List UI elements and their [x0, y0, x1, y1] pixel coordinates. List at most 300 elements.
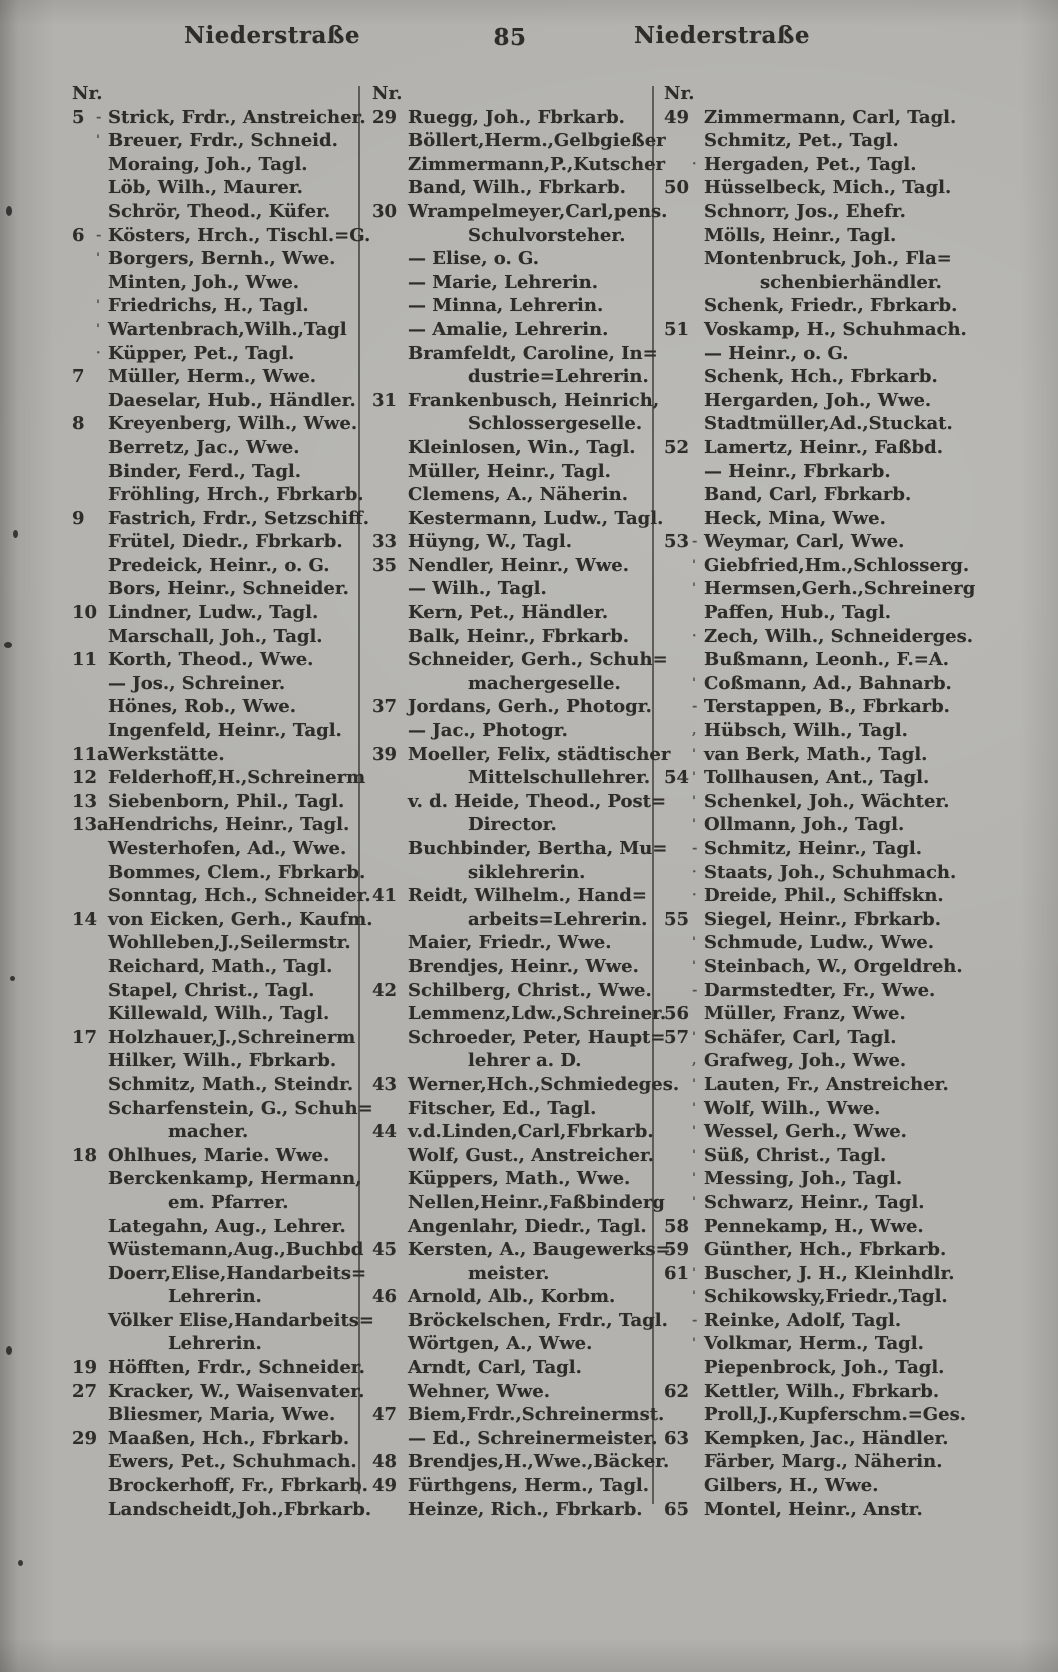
directory-row: [72, 837, 374, 861]
directory-row: [664, 1356, 975, 1380]
resident-entry: Lamertz, Heinr., Faßbd.: [704, 436, 943, 458]
directory-row: [372, 766, 679, 790]
resident-entry: Höfften, Frdr., Schneider.: [108, 1357, 365, 1379]
resident-entry: Schilberg, Christ., Wwe.: [408, 979, 652, 1001]
directory-row: [664, 412, 975, 436]
resident-entry: ' Schenkel, Joh., Wächter.: [692, 790, 950, 812]
directory-row: [664, 460, 975, 484]
resident-entry: , Grafweg, Joh., Wwe.: [692, 1050, 907, 1072]
resident-entry: Kracker, W., Waisenvater.: [108, 1380, 365, 1402]
directory-row: [664, 766, 975, 790]
directory-row: [72, 1097, 374, 1121]
house-number: 29: [372, 106, 398, 128]
resident-entry: ' Ollmann, Joh., Tagl.: [692, 814, 905, 836]
resident-entry: Küppers, Math., Wwe.: [408, 1168, 631, 1190]
resident-entry: Bors, Heinr., Schneider.: [108, 578, 349, 600]
directory-row: [372, 1285, 679, 1309]
resident-entry: Hüsselbeck, Mich., Tagl.: [704, 177, 952, 199]
resident-entry: — Marie, Lehrerin.: [408, 271, 598, 293]
ink-speck: [6, 1346, 12, 1355]
resident-entry: Bramfeldt, Caroline, In=: [408, 342, 658, 364]
resident-entry: ' Tollhausen, Ant., Tagl.: [692, 767, 930, 789]
resident-entry: Angenlahr, Diedr., Tagl.: [408, 1215, 647, 1237]
resident-entry: Kersten, A., Baugewerks=: [408, 1239, 671, 1261]
directory-row: [664, 271, 975, 295]
directory-row: [72, 294, 374, 318]
resident-entry: von Eicken, Gerh., Kaufm.: [108, 908, 373, 930]
directory-row: [72, 1285, 374, 1309]
resident-entry: ' Breuer, Frdr., Schneid.: [96, 130, 338, 152]
resident-entry: ' Friedrichs, H., Tagl.: [96, 295, 309, 317]
resident-entry: v. d. Heide, Theod., Post=: [408, 790, 667, 812]
directory-row: [664, 554, 975, 578]
directory-row: [372, 695, 679, 719]
directory-row: [372, 129, 679, 153]
directory-row: [72, 1380, 374, 1404]
resident-entry: - Kösters, Hrch., Tischl.=G.: [96, 224, 371, 246]
directory-row: [72, 412, 374, 436]
directory-row: [72, 955, 374, 979]
house-number: 57: [664, 1026, 690, 1048]
resident-entry: Bußmann, Leonh., F.=A.: [704, 649, 950, 671]
resident-entry: Stapel, Christ., Tagl.: [108, 979, 315, 1001]
directory-row: [372, 837, 679, 861]
resident-entry: Felderhoff,H.,Schreinerm: [108, 767, 366, 789]
resident-entry: ' Wolf, Wilh., Wwe.: [692, 1097, 881, 1119]
directory-row: [72, 1215, 374, 1239]
house-number: 56: [664, 1003, 690, 1025]
directory-row: [664, 1427, 975, 1451]
resident-entry: Binder, Ferd., Tagl.: [108, 460, 302, 482]
resident-entry: — Wilh., Tagl.: [408, 578, 547, 600]
column-1: [72, 82, 374, 1521]
directory-row: [664, 695, 975, 719]
resident-entry: Band, Wilh., Fbrkarb.: [408, 177, 626, 199]
resident-entry: ' Coßmann, Ad., Bahnarb.: [692, 672, 952, 694]
resident-entry: Maaßen, Hch., Fbrkarb.: [108, 1427, 350, 1449]
resident-entry: Korth, Theod., Wwe.: [108, 649, 314, 671]
resident-entry: Siegel, Heinr., Fbrkarb.: [704, 908, 942, 930]
directory-row: [664, 1120, 975, 1144]
directory-row: [372, 176, 679, 200]
resident-entry: Zimmermann, Carl, Tagl.: [704, 106, 957, 128]
directory-row: [372, 955, 679, 979]
nr-label: Nr.: [664, 83, 695, 104]
directory-row: [72, 1403, 374, 1427]
resident-entry: ' Lauten, Fr., Anstreicher.: [692, 1073, 949, 1095]
house-number: 29: [72, 1427, 98, 1449]
directory-row: [372, 294, 679, 318]
resident-entry: — Elise, o. G.: [408, 248, 540, 270]
directory-row: [372, 1262, 679, 1286]
resident-entry: Arnold, Alb., Korbm.: [408, 1286, 616, 1308]
resident-entry: ' Buscher, J. H., Kleinhdlr.: [692, 1262, 955, 1284]
house-number: 10: [72, 602, 98, 624]
ink-speck: [4, 642, 12, 648]
nr-label: Nr.: [372, 83, 403, 104]
column-label-row: [372, 82, 679, 106]
resident-entry: macher.: [168, 1121, 249, 1143]
directory-row: [72, 884, 374, 908]
resident-entry: Mittelschullehrer.: [468, 767, 651, 789]
directory-row: [664, 1073, 975, 1097]
resident-entry: Heinze, Rich., Fbrkarb.: [408, 1498, 643, 1520]
resident-entry: Proll,J.,Kupferschm.=Ges.: [704, 1404, 967, 1426]
resident-entry: Moeller, Felix, städtischer: [408, 743, 671, 765]
resident-entry: Wüstemann,Aug.,Buchbd: [108, 1239, 364, 1261]
house-number: 18: [72, 1144, 98, 1166]
directory-row: [664, 530, 975, 554]
directory-row: [372, 365, 679, 389]
directory-row: [72, 1120, 374, 1144]
directory-row: [664, 436, 975, 460]
directory-row: [72, 719, 374, 743]
resident-entry: Wörtgen, A., Wwe.: [408, 1333, 593, 1355]
resident-entry: arbeits=Lehrerin.: [468, 908, 648, 930]
directory-row: [72, 601, 374, 625]
directory-row: [72, 318, 374, 342]
directory-row: [664, 389, 975, 413]
directory-row: [664, 601, 975, 625]
directory-row: [372, 554, 679, 578]
resident-entry: Kleinlosen, Win., Tagl.: [408, 436, 636, 458]
resident-entry: ' Giebfried,Hm.,Schlosserg.: [692, 554, 970, 576]
directory-row: [72, 153, 374, 177]
resident-entry: ' Schäfer, Carl, Tagl.: [692, 1026, 897, 1048]
directory-row: [664, 908, 975, 932]
resident-entry: - Schmitz, Heinr., Tagl.: [692, 838, 923, 859]
directory-row: [72, 1049, 374, 1073]
resident-entry: · Zech, Wilh., Schneiderges.: [692, 625, 974, 647]
directory-row: [664, 1167, 975, 1191]
house-number: 30: [372, 200, 398, 222]
resident-entry: Ruegg, Joh., Fbrkarb.: [408, 106, 625, 128]
house-number: 6: [72, 224, 85, 246]
resident-entry: Müller, Franz, Wwe.: [704, 1003, 906, 1025]
directory-row: [664, 1238, 975, 1262]
directory-row: [664, 176, 975, 200]
directory-row: [372, 1049, 679, 1073]
house-number: 13: [72, 790, 98, 812]
directory-row: [72, 979, 374, 1003]
resident-entry: Werner,Hch.,Schmiedeges.: [408, 1073, 680, 1095]
house-number: 49: [372, 1475, 398, 1497]
directory-row: [72, 460, 374, 484]
directory-row: [372, 1309, 679, 1333]
house-number: 11a: [72, 743, 109, 765]
directory-row: [664, 224, 975, 248]
resident-entry: Hendrichs, Heinr., Tagl.: [108, 814, 350, 836]
directory-row: [664, 318, 975, 342]
resident-entry: · Küpper, Pet., Tagl.: [96, 342, 295, 364]
resident-entry: Schulvorsteher.: [468, 224, 626, 246]
resident-entry: Kestermann, Ludw., Tagl.: [408, 507, 664, 529]
resident-entry: Ewers, Pet., Schuhmach.: [108, 1451, 357, 1473]
directory-row: [664, 790, 975, 814]
house-number: 7: [72, 366, 85, 388]
resident-entry: Daeselar, Hub., Händler.: [108, 389, 356, 411]
resident-entry: Stadtmüller,Ad.,Stuckat.: [704, 413, 953, 435]
directory-row: [72, 129, 374, 153]
directory-row: [372, 389, 679, 413]
directory-row: [72, 648, 374, 672]
resident-entry: , Hübsch, Wilh., Tagl.: [692, 720, 908, 742]
ink-speck: [18, 1560, 23, 1566]
directory-row: [372, 1026, 679, 1050]
column-label-row: [72, 82, 374, 106]
directory-row: [664, 247, 975, 271]
directory-row: [72, 1356, 374, 1380]
resident-entry: Pennekamp, H., Wwe.: [704, 1215, 924, 1237]
directory-row: [72, 625, 374, 649]
directory-row: [372, 884, 679, 908]
ink-speck: [6, 206, 12, 216]
directory-row: [72, 695, 374, 719]
resident-entry: ' Volkmar, Herm., Tagl.: [692, 1333, 924, 1355]
directory-row: [664, 1498, 975, 1522]
resident-entry: Heck, Mina, Wwe.: [704, 507, 886, 529]
directory-row: [372, 1215, 679, 1239]
house-number: 45: [372, 1239, 398, 1261]
resident-entry: ' Hermsen,Gerh.,Schreinerg: [692, 578, 976, 600]
resident-entry: Buchbinder, Bertha, Mu=: [408, 838, 668, 859]
directory-row: [664, 200, 975, 224]
resident-entry: Frankenbusch, Heinrich,: [408, 389, 660, 411]
resident-entry: Bommes, Clem., Fbrkarb.: [108, 861, 366, 883]
ink-speck: [10, 976, 15, 981]
resident-entry: Färber, Marg., Näherin.: [704, 1451, 943, 1473]
directory-row: [664, 577, 975, 601]
directory-row: [372, 672, 679, 696]
directory-row: [664, 342, 975, 366]
resident-entry: — Minna, Lehrerin.: [408, 295, 604, 317]
directory-row: [72, 530, 374, 554]
house-number: 46: [372, 1286, 398, 1308]
column-label-row: [664, 82, 975, 106]
directory-row: [72, 1427, 374, 1451]
directory-row: [72, 1167, 374, 1191]
resident-entry: ' Wessel, Gerh., Wwe.: [692, 1121, 907, 1143]
resident-entry: schenbierhändler.: [760, 271, 942, 293]
resident-entry: ' Schikowsky,Friedr.,Tagl.: [692, 1286, 948, 1308]
resident-entry: Moraing, Joh., Tagl.: [108, 153, 308, 175]
resident-entry: Minten, Joh., Wwe.: [108, 271, 300, 293]
directory-row: [664, 672, 975, 696]
directory-row: [372, 1167, 679, 1191]
directory-row: [72, 1073, 374, 1097]
directory-row: [372, 743, 679, 767]
ink-speck: [13, 530, 18, 538]
directory-row: [372, 601, 679, 625]
resident-entry: — Heinr., o. G.: [704, 342, 849, 364]
house-number: 33: [372, 531, 398, 553]
resident-entry: Wehner, Wwe.: [408, 1380, 550, 1402]
directory-row: [372, 1498, 679, 1522]
directory-row: [372, 979, 679, 1003]
directory-row: [372, 1403, 679, 1427]
house-number: 14: [72, 908, 98, 930]
house-number: 62: [664, 1380, 690, 1402]
resident-entry: Ohlhues, Marie. Wwe.: [108, 1144, 330, 1166]
resident-entry: Schroeder, Peter, Haupt=: [408, 1026, 666, 1048]
directory-row: [72, 1144, 374, 1168]
resident-entry: machergeselle.: [468, 672, 621, 694]
directory-row: [372, 790, 679, 814]
resident-entry: ' Schmude, Ludw., Wwe.: [692, 932, 934, 954]
resident-entry: Sonntag, Hch., Schneider.: [108, 885, 371, 907]
directory-row: [664, 365, 975, 389]
house-number: 9: [72, 507, 85, 529]
directory-row: [72, 436, 374, 460]
directory-row: [372, 153, 679, 177]
directory-row: [372, 530, 679, 554]
directory-row: [664, 1332, 975, 1356]
resident-entry: Mölls, Heinr., Tagl.: [704, 224, 897, 246]
directory-row: [664, 1403, 975, 1427]
directory-row: [372, 271, 679, 295]
directory-row: [72, 365, 374, 389]
house-number: 50: [664, 177, 690, 199]
resident-entry: — Jac., Photogr.: [408, 720, 568, 742]
directory-row: [72, 507, 374, 531]
resident-entry: Biem,Frdr.,Schreinermst.: [408, 1404, 665, 1426]
directory-row: [372, 1238, 679, 1262]
resident-entry: Wohlleben,J.,Seilermstr.: [108, 932, 351, 954]
resident-entry: Schenk, Friedr., Fbrkarb.: [704, 295, 958, 317]
resident-entry: Gilbers, H., Wwe.: [704, 1475, 879, 1497]
resident-entry: Predeick, Heinr., o. G.: [108, 554, 330, 576]
directory-row: [372, 507, 679, 531]
house-number: 27: [72, 1380, 98, 1402]
resident-entry: Bröckelschen, Frdr., Tagl.: [408, 1309, 668, 1331]
directory-row: [664, 1474, 975, 1498]
directory-row: [72, 271, 374, 295]
directory-row: [72, 1332, 374, 1356]
directory-row: [72, 908, 374, 932]
house-number: 49: [664, 106, 690, 128]
directory-row: [664, 1309, 975, 1333]
directory-row: [72, 247, 374, 271]
resident-entry: Fürthgens, Herm., Tagl.: [408, 1475, 650, 1497]
resident-entry: - Strick, Frdr., Anstreicher.: [96, 106, 366, 128]
resident-entry: Schenk, Hch., Fbrkarb.: [704, 366, 938, 388]
directory-row: [664, 1002, 975, 1026]
resident-entry: Berretz, Jac., Wwe.: [108, 436, 300, 458]
resident-entry: em. Pfarrer.: [168, 1191, 289, 1213]
directory-row: [664, 625, 975, 649]
page-header-street-left: Niederstraße: [184, 22, 360, 49]
house-number: 48: [372, 1451, 398, 1473]
directory-row: [664, 294, 975, 318]
directory-row: [372, 106, 679, 130]
directory-row: [72, 1498, 374, 1522]
resident-entry: Director.: [468, 814, 557, 836]
directory-row: [664, 1026, 975, 1050]
resident-entry: Schrör, Theod., Küfer.: [108, 200, 331, 222]
resident-entry: — Ed., Schreinermeister.: [408, 1427, 658, 1449]
resident-entry: ' Steinbach, W., Orgeldreh.: [692, 955, 963, 977]
house-number: 31: [372, 389, 398, 411]
resident-entry: Clemens, A., Näherin.: [408, 484, 628, 506]
resident-entry: — Amalie, Lehrerin.: [408, 318, 609, 340]
directory-row: [372, 412, 679, 436]
directory-row: [72, 342, 374, 366]
directory-row: [664, 507, 975, 531]
resident-entry: dustrie=Lehrerin.: [468, 366, 649, 388]
resident-entry: Paffen, Hub., Tagl.: [704, 602, 892, 624]
directory-row: [664, 1049, 975, 1073]
directory-row: [372, 931, 679, 955]
resident-entry: Montel, Heinr., Anstr.: [704, 1498, 923, 1520]
resident-entry: Frütel, Diedr., Fbrkarb.: [108, 531, 343, 553]
directory-row: [372, 1097, 679, 1121]
directory-row: [72, 766, 374, 790]
page-number: 85: [493, 24, 527, 51]
house-number: 44: [372, 1121, 398, 1143]
directory-row: [664, 1144, 975, 1168]
resident-entry: Nendler, Heinr., Wwe.: [408, 554, 630, 576]
column-3: [664, 82, 975, 1521]
directory-row: [72, 813, 374, 837]
nr-label: Nr.: [72, 83, 103, 104]
resident-entry: Scharfenstein, G., Schuh=: [108, 1097, 373, 1119]
resident-entry: - Reinke, Adolf, Tagl.: [692, 1309, 902, 1331]
resident-entry: siklehrerin.: [468, 861, 586, 883]
resident-entry: Müller, Herm., Wwe.: [108, 366, 317, 388]
resident-entry: Brendjes,H.,Wwe.,Bäcker.: [408, 1451, 670, 1473]
house-number: 39: [372, 743, 398, 765]
house-number: 43: [372, 1073, 398, 1095]
resident-entry: ' van Berk, Math., Tagl.: [692, 743, 928, 765]
directory-row: [372, 1474, 679, 1498]
resident-entry: Kempken, Jac., Händler.: [704, 1427, 949, 1449]
directory-row: [664, 129, 975, 153]
directory-row: [372, 460, 679, 484]
house-number: 5: [72, 106, 85, 128]
directory-row: [664, 1097, 975, 1121]
resident-entry: Fitscher, Ed., Tagl.: [408, 1097, 597, 1119]
directory-row: [72, 200, 374, 224]
directory-row: [372, 908, 679, 932]
directory-row: [72, 1026, 374, 1050]
directory-row: [664, 153, 975, 177]
resident-entry: - Weymar, Carl, Wwe.: [692, 531, 905, 553]
directory-row: [372, 318, 679, 342]
resident-entry: - Terstappen, B., Fbrkarb.: [692, 696, 950, 718]
house-number: 54: [664, 767, 690, 789]
resident-entry: Schmitz, Pet., Tagl.: [704, 130, 899, 152]
directory-row: [372, 1427, 679, 1451]
house-number: 8: [72, 413, 85, 435]
resident-entry: Band, Carl, Fbrkarb.: [704, 484, 912, 506]
house-number: 53: [664, 531, 690, 553]
resident-entry: Lategahn, Aug., Lehrer.: [108, 1215, 346, 1237]
resident-entry: Lemmenz,Ldw.,Schreiner.: [408, 1003, 667, 1025]
resident-entry: Hüyng, W., Tagl.: [408, 531, 572, 553]
directory-row: [664, 1215, 975, 1239]
resident-entry: Jordans, Gerh., Photogr.: [408, 696, 652, 718]
directory-row: [372, 1120, 679, 1144]
resident-entry: Killewald, Wilh., Tagl.: [108, 1003, 330, 1025]
directory-row: [72, 483, 374, 507]
house-number: 47: [372, 1404, 398, 1426]
directory-row: [372, 1144, 679, 1168]
directory-row: [664, 979, 975, 1003]
directory-row: [72, 1238, 374, 1262]
directory-row: [72, 1309, 374, 1333]
resident-entry: Fröhling, Hrch., Fbrkarb.: [108, 484, 364, 506]
directory-row: [664, 955, 975, 979]
